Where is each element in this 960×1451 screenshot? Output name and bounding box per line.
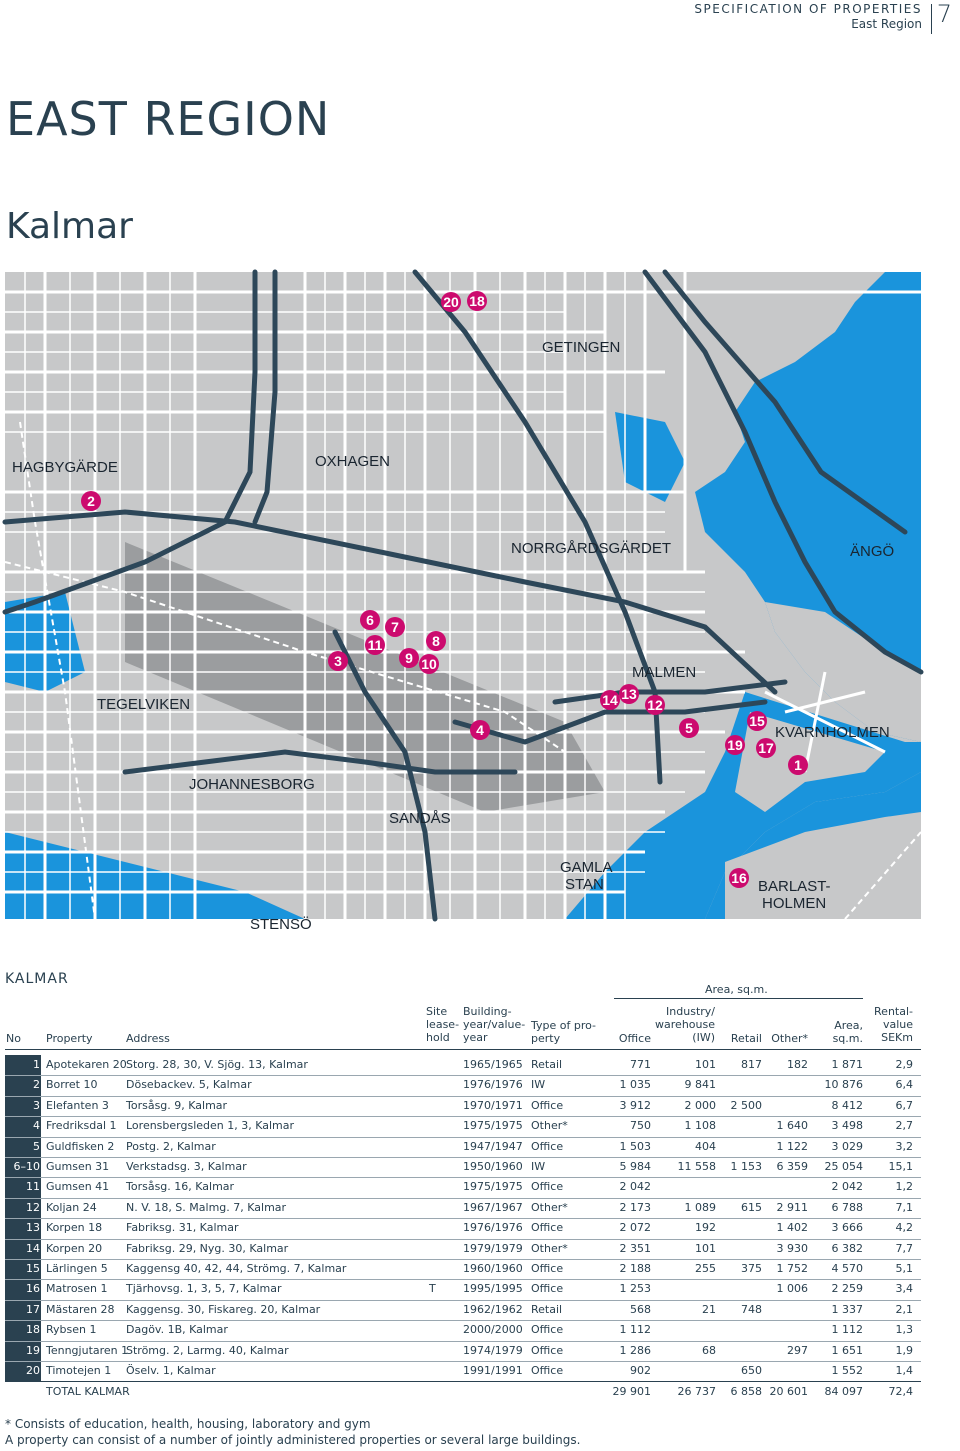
cell-retail: 748	[741, 1302, 762, 1316]
table-row	[5, 1239, 921, 1259]
row-number: 16	[26, 1282, 40, 1296]
label-tegelviken: TEGELVIKEN	[97, 696, 191, 713]
marker-label-17: 17	[758, 740, 774, 756]
cell-year: 1975/1975	[463, 1119, 523, 1133]
cell-address: Fabriksg. 29, Nyg. 30, Kalmar	[126, 1241, 289, 1255]
row-number: 4	[33, 1119, 40, 1133]
row-number: 13	[26, 1221, 40, 1235]
cell-property: Mästaren 28	[46, 1302, 115, 1316]
cell-year: 1965/1965	[463, 1058, 523, 1071]
row-divider	[5, 1239, 921, 1240]
cell-property: Gumsen 41	[46, 1180, 110, 1194]
row-divider	[5, 1218, 921, 1219]
cell-address: N. V. 18, S. Malmg. 7, Kalmar	[126, 1200, 287, 1214]
cell-address: Postg. 2, Kalmar	[126, 1139, 216, 1153]
cell-type: Office	[531, 1180, 564, 1194]
label-ango: ÄNGÖ	[850, 543, 895, 560]
cell-year: 1995/1995	[463, 1282, 523, 1296]
cell-iw: 1 089	[684, 1200, 716, 1214]
cell-rental: 4,2	[895, 1221, 913, 1235]
marker-label-6: 6	[366, 612, 374, 628]
total-other: 20 601	[769, 1385, 808, 1399]
cell-type: Office	[531, 1262, 564, 1275]
cell-type: Office	[531, 1343, 564, 1357]
cell-address: Strömg. 2, Larmg. 40, Kalmar	[126, 1343, 289, 1357]
cell-year: 1947/1947	[463, 1139, 523, 1153]
cell-iw: 68	[702, 1343, 716, 1357]
cell-other: 1 752	[776, 1262, 808, 1275]
row-number: 14	[26, 1241, 40, 1255]
header-iw-l3: (IW)	[692, 1031, 715, 1044]
header-site-l3: hold	[426, 1031, 450, 1044]
cell-area: 4 570	[831, 1262, 863, 1275]
marker-label-11: 11	[367, 637, 383, 653]
cell-area: 1 337	[831, 1302, 863, 1316]
cell-office: 902	[630, 1364, 651, 1377]
cell-type: Office	[531, 1364, 564, 1377]
marker-label-13: 13	[621, 686, 637, 702]
row-divider	[5, 1279, 921, 1280]
marker-label-12: 12	[647, 697, 663, 713]
header-site-l1: Site	[426, 1005, 448, 1018]
cell-office: 1 035	[619, 1078, 651, 1092]
label-stan: STAN	[565, 876, 604, 893]
cell-property: Koljan 24	[46, 1200, 97, 1214]
cell-iw: 404	[695, 1139, 716, 1153]
cell-type: Other*	[531, 1200, 568, 1214]
cell-other: 1 402	[776, 1221, 808, 1235]
page-header	[0, 0, 960, 40]
cell-property: Elefanten 3	[46, 1098, 109, 1112]
row-divider	[5, 1320, 921, 1321]
row-divider	[5, 1157, 921, 1158]
cell-property: Korpen 20	[46, 1241, 103, 1255]
cell-other: 297	[787, 1343, 808, 1357]
cell-retail: 650	[741, 1364, 762, 1377]
cell-address: Kaggensg. 30, Fiskareg. 20, Kalmar	[126, 1302, 321, 1316]
cell-rental: 3,4	[895, 1282, 913, 1296]
row-divider	[5, 1259, 921, 1260]
table-row	[5, 1361, 921, 1381]
marker-label-10: 10	[421, 656, 437, 672]
table-row	[5, 1157, 921, 1177]
label-holmen: HOLMEN	[762, 895, 827, 912]
marker-label-7: 7	[391, 619, 399, 635]
label-stenso: STENSÖ	[250, 916, 312, 933]
header-section: SPECIFICATION OF PROPERTIES	[694, 2, 922, 16]
cell-rental: 2,1	[895, 1302, 913, 1316]
cell-rental: 1,2	[895, 1180, 913, 1194]
cell-type: Office	[531, 1323, 564, 1337]
cell-other: 182	[787, 1058, 808, 1071]
marker-label-3: 3	[334, 653, 342, 669]
cell-address: Torsåsg. 16, Kalmar	[126, 1180, 235, 1194]
marker-label-20: 20	[443, 294, 459, 310]
row-number: 3	[33, 1098, 40, 1112]
cell-rental: 5,1	[895, 1262, 913, 1275]
cell-type: Office	[531, 1221, 564, 1235]
footnote-asterisk: * Consists of education, health, housing, laboratory and gym	[5, 1417, 371, 1431]
total-row	[5, 1382, 921, 1402]
header-iw-l2: warehouse	[655, 1018, 715, 1031]
cell-area: 1 112	[831, 1323, 863, 1337]
cell-year: 1970/1971	[463, 1098, 523, 1112]
label-sandas: SANDÅS	[389, 810, 451, 827]
row-number: 15	[26, 1262, 40, 1275]
cell-rental: 2,7	[895, 1119, 913, 1133]
cell-area: 6 788	[831, 1200, 863, 1214]
cell-address: Verkstadsg. 3, Kalmar	[126, 1160, 247, 1173]
header-rental-l1: Rental-	[874, 1005, 913, 1018]
cell-year: 1967/1967	[463, 1200, 523, 1214]
header-site-l2: lease-	[426, 1018, 460, 1031]
cell-address: Storg. 28, 30, V. Sjög. 13, Kalmar	[126, 1058, 308, 1071]
table-row	[5, 1320, 921, 1340]
cell-area: 6 382	[831, 1241, 863, 1255]
cell-rental: 7,7	[895, 1241, 913, 1255]
label-oxhagen: OXHAGEN	[315, 453, 391, 470]
table-row	[5, 1137, 921, 1157]
cell-address: Dagöv. 1B, Kalmar	[126, 1323, 228, 1337]
cell-property: Guldfisken 2	[46, 1139, 115, 1153]
cell-year: 1991/1991	[463, 1364, 523, 1377]
cell-area: 8 412	[831, 1098, 863, 1112]
label-barlast: BARLAST-	[758, 878, 831, 895]
cell-type: Other*	[531, 1119, 568, 1133]
total-rental: 72,4	[888, 1385, 913, 1399]
header-iw-l1: Industry/	[666, 1005, 715, 1018]
kalmar-map	[5, 272, 921, 933]
header-no: No	[6, 1032, 21, 1045]
total-label: TOTAL KALMAR	[46, 1385, 130, 1399]
row-number: 17	[26, 1302, 40, 1316]
cell-office: 750	[630, 1119, 651, 1133]
cell-iw: 101	[695, 1058, 716, 1071]
cell-other: 3 930	[776, 1241, 808, 1255]
cell-property: Matrosen 1	[46, 1282, 108, 1296]
cell-type: Office	[531, 1098, 564, 1112]
table-row	[5, 1259, 921, 1279]
cell-year: 1979/1979	[463, 1241, 523, 1255]
table-row	[5, 1096, 921, 1116]
label-kvarnholmen: KVARNHOLMEN	[775, 724, 890, 741]
cell-address: Öselv. 1, Kalmar	[126, 1364, 216, 1377]
row-divider	[5, 1096, 921, 1097]
cell-retail: 615	[741, 1200, 762, 1214]
cell-area: 3 498	[831, 1119, 863, 1133]
header-rule	[5, 1049, 921, 1050]
cell-rental: 15,1	[888, 1160, 913, 1173]
marker-label-5: 5	[685, 720, 693, 736]
cell-other: 1 122	[776, 1139, 808, 1153]
cell-iw: 1 108	[684, 1119, 716, 1133]
marker-label-18: 18	[469, 293, 485, 309]
cell-office: 2 351	[619, 1241, 651, 1255]
cell-area: 1 651	[831, 1343, 863, 1357]
marker-label-16: 16	[731, 870, 747, 886]
header-by-l2: year/value-	[463, 1018, 526, 1031]
page-subtitle: Kalmar	[6, 206, 133, 247]
cell-iw: 101	[695, 1241, 716, 1255]
cell-office: 1 112	[619, 1323, 651, 1337]
cell-year: 1960/1960	[463, 1262, 523, 1275]
row-number: 20	[26, 1364, 40, 1377]
table-row	[5, 1116, 921, 1136]
marker-label-9: 9	[405, 650, 413, 666]
label-johannesborg: JOHANNESBORG	[189, 776, 315, 793]
header-address: Address	[126, 1032, 170, 1045]
header-rental	[863, 1005, 913, 1044]
row-divider	[5, 1137, 921, 1138]
cell-rental: 1,4	[895, 1364, 913, 1377]
cell-year: 1950/1960	[463, 1160, 523, 1173]
table-row	[5, 1177, 921, 1197]
marker-label-19: 19	[727, 737, 743, 753]
row-divider	[5, 1361, 921, 1362]
row-number: 1	[33, 1058, 40, 1071]
cell-retail: 375	[741, 1262, 762, 1275]
cell-type: IW	[531, 1160, 546, 1173]
cell-iw: 255	[695, 1262, 716, 1275]
cell-type: Retail	[531, 1302, 563, 1316]
cell-property: Gumsen 31	[46, 1160, 110, 1173]
cell-property: Timotejen 1	[46, 1364, 112, 1377]
row-number: 5	[33, 1139, 40, 1153]
total-area: 84 097	[824, 1385, 863, 1399]
header-rental-l2: value	[882, 1018, 913, 1031]
cell-property: Fredriksdal 1	[46, 1119, 117, 1133]
cell-rental: 2,9	[895, 1058, 913, 1071]
header-by-l1: Building-	[463, 1005, 512, 1018]
table-row	[5, 1218, 921, 1238]
cell-office: 2 173	[619, 1200, 651, 1214]
marker-label-2: 2	[87, 493, 95, 509]
cell-iw: 11 558	[677, 1160, 716, 1173]
row-divider	[5, 1341, 921, 1342]
cell-year: 2000/2000	[463, 1323, 523, 1337]
header-building-year	[463, 1005, 525, 1044]
marker-label-15: 15	[749, 713, 765, 729]
cell-area: 1 552	[831, 1364, 863, 1377]
table-row	[5, 1075, 921, 1095]
row-number: 2	[33, 1078, 40, 1092]
header-office: Office	[618, 1032, 651, 1045]
page-number: 7	[936, 0, 952, 28]
header-area-l1: Area,	[834, 1019, 863, 1032]
header-area-group: Area, sq.m.	[705, 983, 768, 996]
row-divider	[5, 1198, 921, 1199]
cell-type: Other*	[531, 1241, 568, 1255]
cell-area: 25 054	[824, 1160, 863, 1173]
cell-area: 10 876	[824, 1078, 863, 1092]
table-title: KALMAR	[5, 971, 69, 987]
header-type-l2: perty	[531, 1032, 561, 1045]
header-retail: Retail	[730, 1032, 762, 1045]
label-gamla: GAMLA	[560, 859, 613, 876]
cell-office: 5 984	[619, 1160, 651, 1173]
cell-other: 6 359	[776, 1160, 808, 1173]
table-row	[5, 1198, 921, 1218]
cell-rental: 1,3	[895, 1323, 913, 1337]
cell-property: Lärlingen 5	[46, 1262, 108, 1275]
cell-property: Korpen 18	[46, 1221, 103, 1235]
cell-year: 1976/1976	[463, 1078, 523, 1092]
table-row	[5, 1279, 921, 1299]
cell-type: IW	[531, 1078, 546, 1092]
row-divider	[5, 1116, 921, 1117]
cell-office: 2 188	[619, 1262, 651, 1275]
marker-label-1: 1	[794, 757, 802, 773]
cell-address: Torsåsg. 9, Kalmar	[126, 1098, 228, 1112]
cell-other: 1 640	[776, 1119, 808, 1133]
cell-property: Tenngjutaren 1	[46, 1343, 129, 1357]
header-other: Other*	[771, 1032, 808, 1045]
header-divider	[931, 4, 932, 34]
cell-iw: 192	[695, 1221, 716, 1235]
cell-office: 2 072	[619, 1221, 651, 1235]
row-divider	[5, 1075, 921, 1076]
cell-retail: 817	[741, 1058, 762, 1071]
total-iw: 26 737	[677, 1385, 716, 1399]
cell-retail: 1 153	[730, 1160, 762, 1173]
total-retail: 6 858	[730, 1385, 762, 1399]
cell-year: 1974/1979	[463, 1343, 523, 1357]
header-area-l2: sq.m.	[832, 1032, 863, 1045]
cell-property: Rybsen 1	[46, 1323, 97, 1337]
cell-site: T	[429, 1282, 436, 1296]
cell-rental: 3,2	[895, 1139, 913, 1153]
cell-office: 3 912	[619, 1098, 651, 1112]
cell-other: 2 911	[776, 1200, 808, 1214]
row-divider	[5, 1177, 921, 1178]
cell-address: Fabriksg. 31, Kalmar	[126, 1221, 239, 1235]
table-row	[5, 1341, 921, 1361]
table-row	[5, 1300, 921, 1320]
total-office: 29 901	[612, 1385, 651, 1399]
header-text	[694, 2, 922, 32]
cell-office: 568	[630, 1302, 651, 1316]
header-by-l3: year	[463, 1031, 488, 1044]
table-row	[5, 1055, 921, 1075]
cell-office: 1 253	[619, 1282, 651, 1296]
cell-rental: 1,9	[895, 1343, 913, 1357]
label-hagbygarde: HAGBYGÄRDE	[12, 459, 118, 476]
header-region: East Region	[851, 17, 922, 31]
map-svg	[5, 272, 921, 933]
cell-type: Office	[531, 1139, 564, 1153]
cell-area: 2 259	[831, 1282, 863, 1296]
cell-year: 1962/1962	[463, 1302, 523, 1316]
cell-property: Borret 10	[46, 1078, 98, 1092]
cell-area: 3 666	[831, 1221, 863, 1235]
row-divider	[5, 1300, 921, 1301]
cell-rental: 7,1	[895, 1200, 913, 1214]
header-type-l1: Type of pro-	[531, 1019, 597, 1032]
cell-iw: 9 841	[684, 1078, 716, 1092]
cell-address: Tjärhovsg. 1, 3, 5, 7, Kalmar	[126, 1282, 282, 1296]
footnote-property: A property can consist of a number of jointly administered properties or several large buildings.	[5, 1433, 581, 1447]
cell-office: 771	[630, 1058, 651, 1071]
cell-retail: 2 500	[730, 1098, 762, 1112]
marker-label-8: 8	[432, 633, 440, 649]
cell-year: 1975/1975	[463, 1180, 523, 1194]
row-number: 11	[26, 1180, 40, 1194]
label-getingen: GETINGEN	[542, 339, 621, 356]
cell-rental: 6,7	[895, 1098, 913, 1112]
cell-year: 1976/1976	[463, 1221, 523, 1235]
cell-type: Retail	[531, 1058, 563, 1071]
cell-office: 2 042	[619, 1180, 651, 1194]
header-property: Property	[46, 1032, 93, 1045]
cell-rental: 6,4	[895, 1078, 913, 1092]
cell-other: 1 006	[776, 1282, 808, 1296]
row-number: 12	[26, 1200, 40, 1214]
cell-address: Dösebackev. 5, Kalmar	[126, 1078, 252, 1092]
cell-address: Lorensbergsleden 1, 3, Kalmar	[126, 1119, 295, 1133]
label-norrgardsgardet: NORRGÅRDSGÄRDET	[511, 540, 672, 557]
cell-iw: 21	[702, 1302, 716, 1316]
cell-address: Kaggensg 40, 42, 44, Strömg. 7, Kalmar	[126, 1262, 347, 1275]
header-area-total	[812, 1019, 863, 1045]
header-site-leasehold	[426, 1005, 459, 1044]
label-malmen: MALMEN	[632, 664, 697, 681]
cell-type: Office	[531, 1282, 564, 1296]
cell-area: 1 871	[831, 1058, 863, 1071]
row-number: 19	[26, 1343, 40, 1357]
cell-area: 3 029	[831, 1139, 863, 1153]
header-rental-l3: SEKm	[881, 1031, 913, 1044]
page-title: EAST REGION	[6, 92, 331, 146]
cell-area: 2 042	[831, 1180, 863, 1194]
row-number: 6–10	[13, 1160, 40, 1173]
header-type	[531, 1019, 596, 1045]
row-number: 18	[26, 1323, 40, 1337]
marker-label-14: 14	[602, 692, 618, 708]
cell-office: 1 503	[619, 1139, 651, 1153]
marker-label-4: 4	[476, 722, 484, 738]
cell-iw: 2 000	[684, 1098, 716, 1112]
cell-office: 1 286	[619, 1343, 651, 1357]
cell-property: Apotekaren 20	[46, 1058, 127, 1071]
area-group-rule	[614, 998, 863, 999]
header-industry	[655, 1005, 715, 1044]
